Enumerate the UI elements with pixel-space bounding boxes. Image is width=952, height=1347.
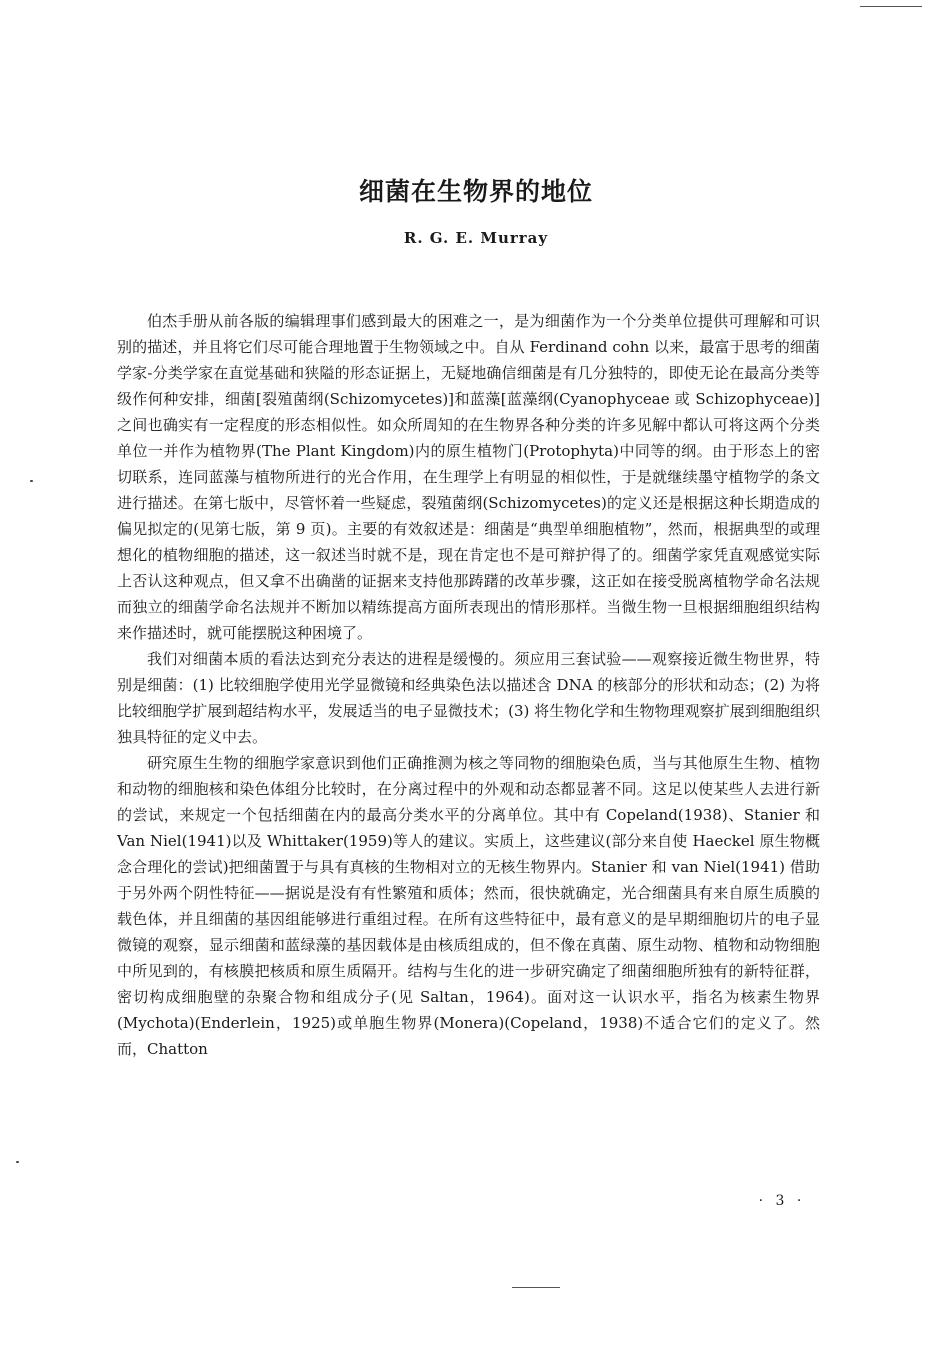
scan-artifact-line [512, 1287, 560, 1288]
body-text [117, 308, 820, 1062]
author-name: R. G. E. Murray [403, 229, 549, 247]
scan-artifact-dot [30, 480, 33, 482]
paragraph-3: 研究原生生物的细胞学家意识到他们正确推测为核之等同物的细胞染色质，当与其他原生生物、植物和动物的细胞核和染色体组分比较时，在分离过程中的外观和动态都显著不同。这足以使某些人去进行新的尝试，来规定一个包括细菌在内的最高分类水平的分离单位。其中有 Copeland(1938)、Stanier 和 Van Niel(1941)以及 Whittaker(1959)等人的建议。实质上，这些建议(部分来自使 Haeckel 原生物概念合理化的尝试)把细菌置于与具有真核的生物相对立的无核生物界内。Stanier 和 van Niel(1941) 借助于另外两个阴性特征——据说是没有有性繁殖和质体；然而，很快就确定，光合细菌具有来自原生质膜的载色体，并且细菌的基因组能够进行重组过程。在所有这些特征中，最有意义的是早期细胞切片的电子显微镜的观察，显示细菌和蓝绿藻的基因载体是由核质组成的，但不像在真菌、原生动物、植物和动物细胞中所见到的，有核膜把核质和原生质隔开。结构与生化的进一步研究确定了细菌细胞所独有的新特征群，密切构成细胞壁的杂聚合物和组成分子(见 Saltan，1964)。面对这一认识水平，指名为核素生物界(Mychota)(Enderlein，1925)或单胞生物界(Monera)(Copeland，1938)不适合它们的定义了。然而，Chatton [117, 754, 820, 1058]
page-title: 细菌在生物界的地位 [358, 177, 593, 206]
paragraph-2: 我们对细菌本质的看法达到充分表达的进程是缓慢的。须应用三套试验——观察接近微生物世界，特别是细菌：(1) 比较细胞学使用光学显微镜和经典染色法以描述含 DNA 的核部分的形状和动态；(2) 为将比较细胞学扩展到超结构水平，发展适当的电子显微技术；(3) 将生物化学和生物物理观察扩展到细胞组织独具特征的定义中去。 [117, 650, 820, 746]
paragraph-1: 伯杰手册从前各版的编辑理事们感到最大的困难之一，是为细菌作为一个分类单位提供可理解和可识别的描述，并且将它们尽可能合理地置于生物领域之中。自从 Ferdinand cohn 以来，最富于思考的细菌学家-分类学家在直觉基础和狭隘的形态证据上，无疑地确信细菌是有几分独特的，即使无论在最高分类等级作何种安排，细菌[裂殖菌纲(Schizomycetes)]和蓝藻[蓝藻纲(Cyanophyceae 或 Schizophyceae)]之间也确实有一定程度的形态相似性。如众所周知的在生物界各种分类的许多见解中都认可将这两个分类单位一并作为植物界(The Plant Kingdom)内的原生植物门(Protophyta)中同等的纲。由于形态上的密切联系，连同蓝藻与植物所进行的光合作用，在生理学上有明显的相似性，于是就继续墨守植物学的条文进行描述。在第七版中，尽管怀着一些疑虑，裂殖菌纲(Schizomycetes)的定义还是根据这种长期造成的偏见拟定的(见第七版，第 9 页)。主要的有效叙述是：细菌是“典型单细胞植物”，然而，根据典型的或理想化的植物细胞的描述，这一叙述当时就不是，现在肯定也不是可辩护得了的。细菌学家凭直观感觉实际上否认这种观点，但又拿不出确凿的证据来支持他那踌躇的改革步骤，这正如在接受脱离植物学命名法规而独立的细菌学命名法规并不断加以精练提高方面所表现出的情形那样。当微生物一旦根据细胞组织结构来作描述时，就可能摆脱这种困境了。 [117, 312, 820, 642]
page-number: · 3 · [758, 1193, 806, 1209]
scan-artifact-line [860, 6, 922, 7]
scan-artifact-dot [16, 1161, 19, 1163]
